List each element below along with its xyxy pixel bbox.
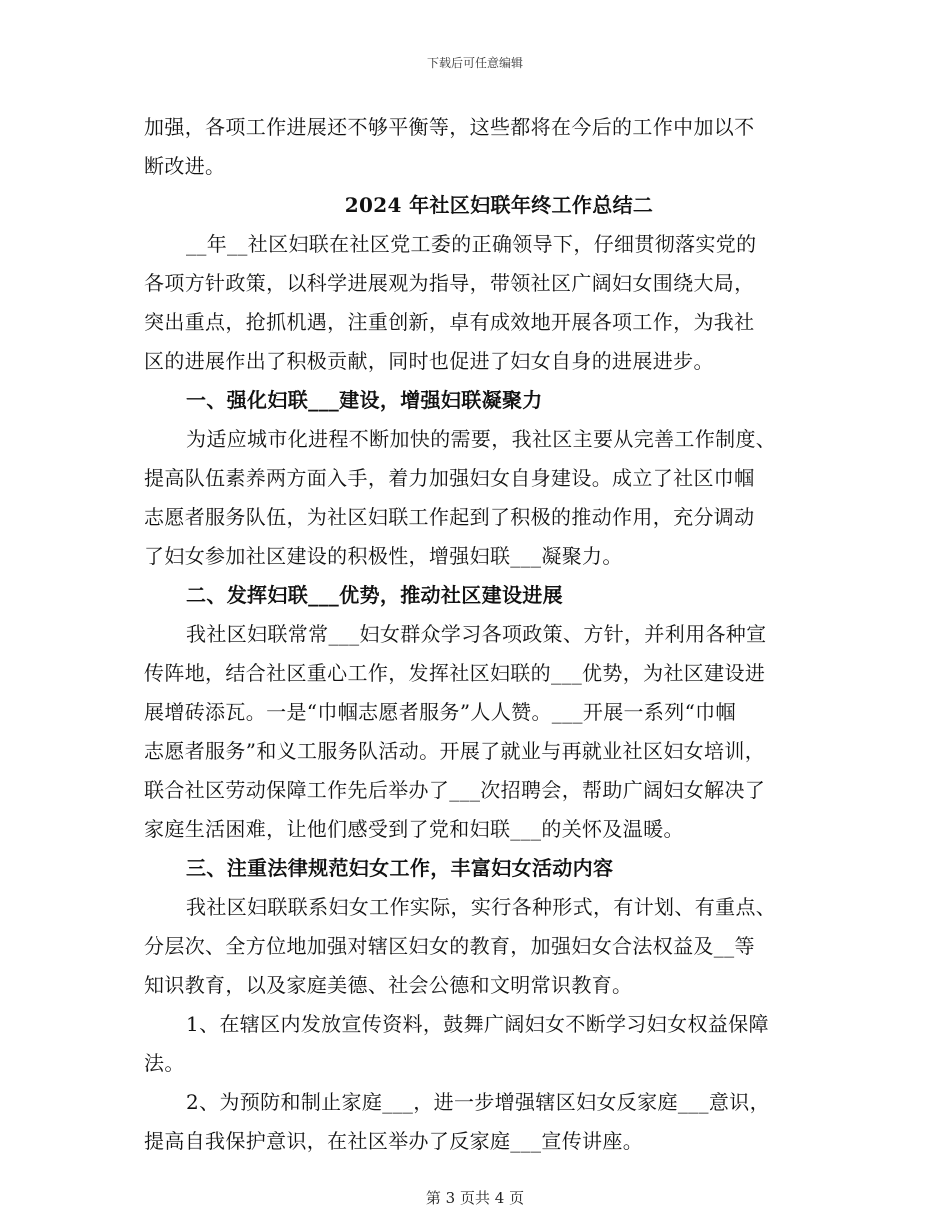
body-line: 断改进。 xyxy=(144,154,226,178)
body-line: 志愿者服务队伍，为社区妇联工作起到了积极的推动作用，充分调动 xyxy=(144,505,755,529)
body-line: 法。 xyxy=(144,1051,185,1075)
body-line: 展增砖添瓦。一是“巾帼志愿者服务”人人赞。___开展一系列“巾帼 xyxy=(144,700,736,724)
body-line: 我社区妇联常常___妇女群众学习各项政策、方针，并利用各种宣 xyxy=(186,622,767,646)
document-title: 2024 年社区妇联年终工作总结二 xyxy=(344,193,654,217)
section-heading: 三、注重法律规范妇女工作，丰富妇女活动内容 xyxy=(186,856,614,880)
section-heading: 二、发挥妇联___优势，推动社区建设进展 xyxy=(186,583,563,607)
body-line: 传阵地，结合社区重心工作，发挥社区妇联的___优势，为社区建设进 xyxy=(144,661,766,685)
body-line: 为适应城市化进程不断加快的需要，我社区主要从完善工作制度、 xyxy=(186,427,777,451)
body-line: 1、在辖区内发放宣传资料，鼓舞广阔妇女不断学习妇女权益保障 xyxy=(186,1012,769,1036)
body-line: 区的进展作出了积极贡献，同时也促进了妇女自身的进展进步。 xyxy=(144,349,714,373)
body-line: __年__社区妇联在社区党工委的正确领导下，仔细贯彻落实党的 xyxy=(186,232,757,256)
body-line: 联合社区劳动保障工作先后举办了___次招聘会，帮助广阔妇女解决了 xyxy=(144,778,766,802)
body-line: 志愿者服务”和义工服务队活动。开展了就业与再就业社区妇女培训， xyxy=(144,739,766,763)
body-line: 知识教育，以及家庭美德、社会公德和文明常识教育。 xyxy=(144,973,633,997)
body-line: 分层次、全方位地加强对辖区妇女的教育，加强妇女合法权益及__等 xyxy=(144,934,755,958)
document-body xyxy=(144,108,810,1161)
body-line: 突出重点，抢抓机遇，注重创新，卓有成效地开展各项工作，为我社 xyxy=(144,310,755,334)
page-footer: 第 3 页共 4 页 xyxy=(425,1189,525,1207)
body-line: 各项方针政策，以科学进展观为指导，带领社区广阔妇女围绕大局， xyxy=(144,271,755,295)
page-header: 下载后可任意编辑 xyxy=(426,56,523,70)
body-line: 我社区妇联联系妇女工作实际，实行各种形式，有计划、有重点、 xyxy=(186,895,777,919)
body-line: 提高自我保护意识，在社区举办了反家庭___宣传讲座。 xyxy=(144,1129,644,1153)
body-line: 了妇女参加社区建设的积极性，增强妇联___凝聚力。 xyxy=(144,544,623,568)
body-line: 加强，各项工作进展还不够平衡等，这些都将在今后的工作中加以不 xyxy=(144,115,755,139)
section-heading: 一、强化妇联___建设，增强妇联凝聚力 xyxy=(186,388,543,412)
body-line: 提高队伍素养两方面入手，着力加强妇女自身建设。成立了社区巾帼 xyxy=(144,466,755,490)
body-line: 2、为预防和制止家庭___，进一步增强辖区妇女反家庭___意识， xyxy=(186,1090,770,1114)
body-line: 家庭生活困难，让他们感受到了党和妇联___的关怀及温暖。 xyxy=(144,817,684,841)
